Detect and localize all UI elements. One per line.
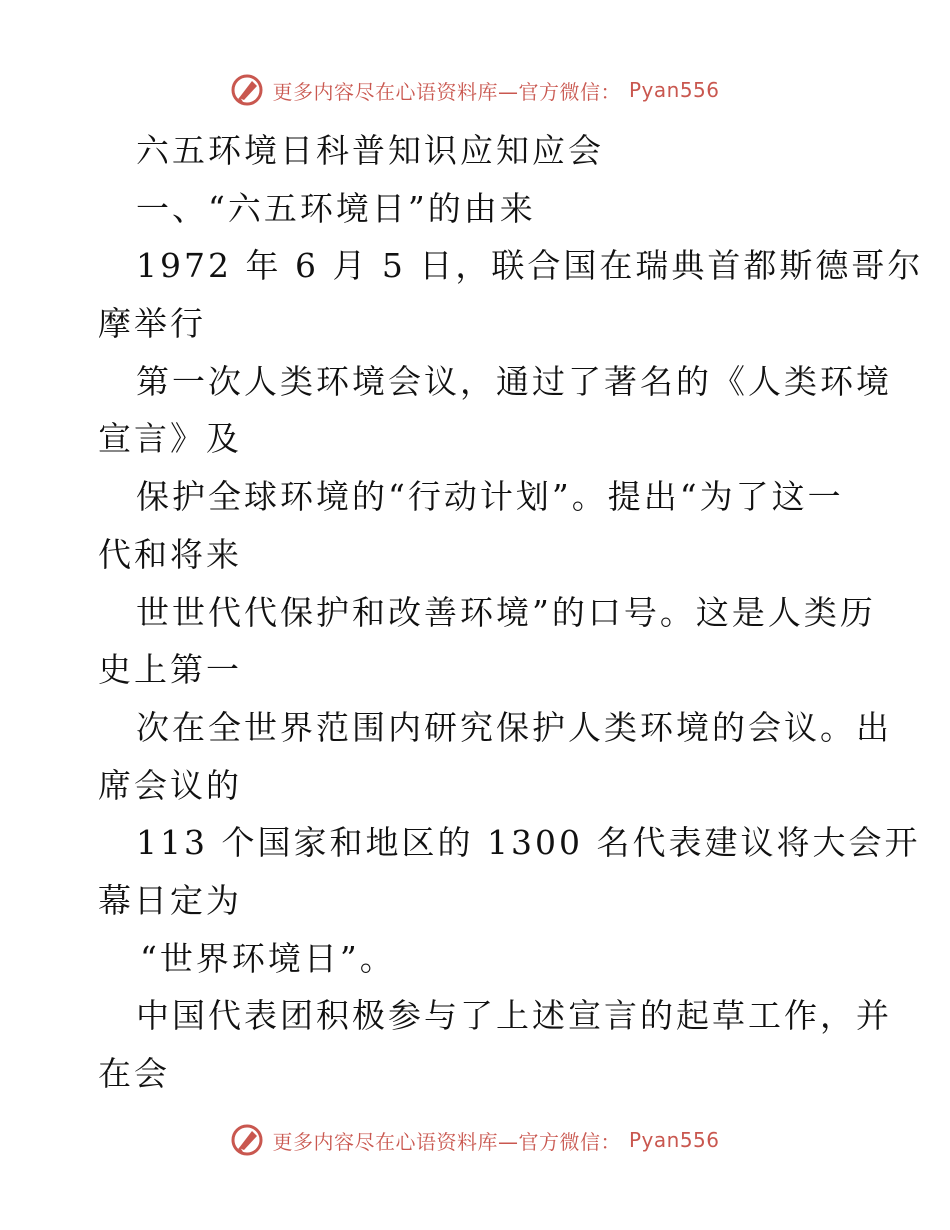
paragraph-line: 代和将来 bbox=[98, 534, 242, 574]
pen-logo-icon bbox=[230, 1123, 264, 1157]
paragraph-line: 幕日定为 bbox=[98, 880, 242, 920]
document-title: 六五环境日科普知识应知应会 bbox=[136, 131, 604, 170]
footer-banner-wechat-id: Pyan556 bbox=[628, 1128, 720, 1152]
header-banner-text: 更多内容尽在心语资料库—官方微信： bbox=[272, 79, 621, 104]
paragraph-line: 摩举行 bbox=[98, 304, 206, 344]
paragraph-line: 次在全世界范围内研究保护人类环境的会议。出 bbox=[136, 707, 892, 747]
pen-logo-icon bbox=[230, 73, 264, 107]
paragraph-line: 1972 年 6 月 5 日，联合国在瑞典首都斯德哥尔 bbox=[136, 246, 924, 286]
paragraph-line: 在会 bbox=[98, 1054, 170, 1093]
document-body bbox=[98, 122, 924, 1103]
paragraph-line: 113 个国家和地区的 1300 名代表建议将大会开 bbox=[136, 823, 921, 863]
section-heading: 一、“六五环境日”的由来 bbox=[136, 188, 536, 228]
paragraph-line: 保护全球环境的“行动计划”。提出“为了这一 bbox=[136, 477, 844, 517]
paragraph-line: 中国代表团积极参与了上述宣言的起草工作，并 bbox=[136, 996, 892, 1036]
paragraph-line: 史上第一 bbox=[98, 650, 242, 690]
header-banner-wechat-id: Pyan556 bbox=[628, 78, 720, 102]
paragraph-line: “世界环境日”。 bbox=[140, 938, 396, 978]
paragraph-line: 席会议的 bbox=[98, 765, 242, 805]
paragraph-line: 世世代代保护和改善环境”的口号。这是人类历 bbox=[136, 592, 876, 632]
footer-banner-text: 更多内容尽在心语资料库—官方微信： bbox=[272, 1129, 621, 1154]
footer-watermark-banner bbox=[0, 1120, 950, 1160]
header-watermark-banner bbox=[0, 70, 950, 110]
paragraph-line: 第一次人类环境会议，通过了著名的《人类环境 bbox=[136, 361, 892, 401]
paragraph-line: 宣言》及 bbox=[98, 419, 242, 459]
